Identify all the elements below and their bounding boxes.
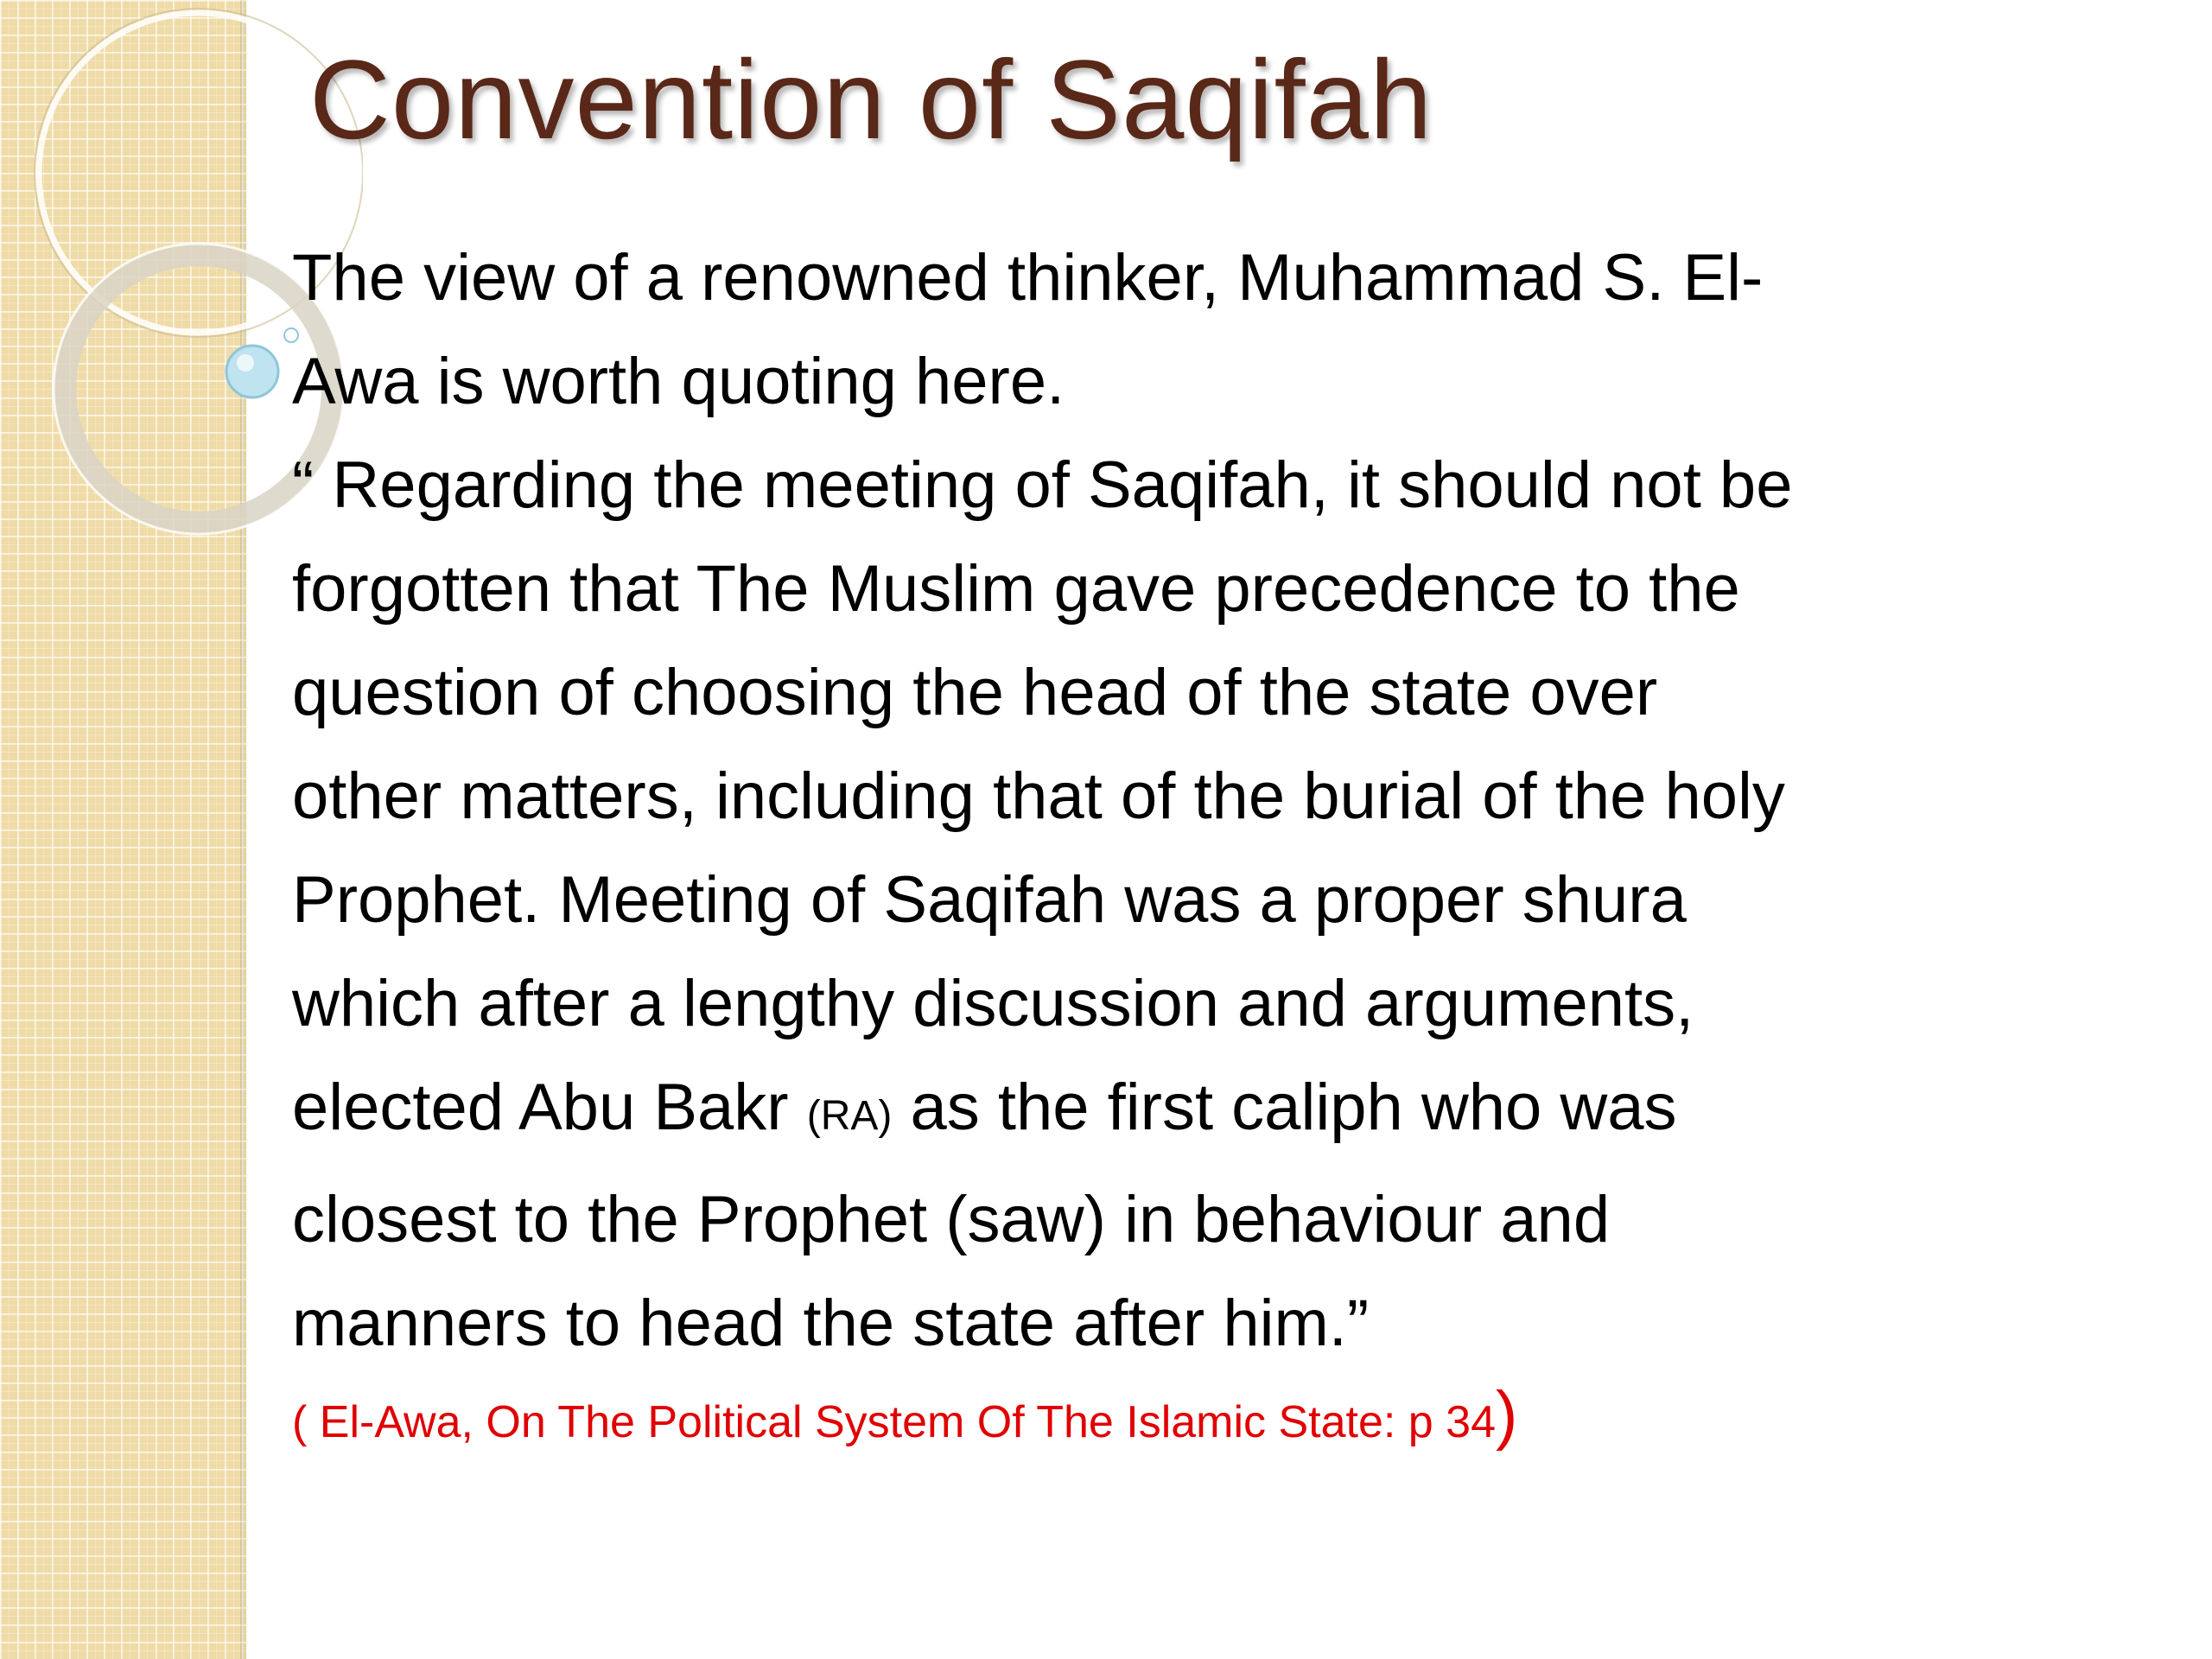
body-line: Awa is worth quoting here. [292,345,1065,418]
body-line: manners to head the state after him.” [292,1287,1370,1360]
body-line: question of choosing the head of the state over [292,656,1658,729]
body-line: closest to the Prophet (saw) in behaviour and [292,1183,1611,1256]
body-line: The view of a renowned thinker, Muhammad S. El- [292,241,1764,315]
body-line: forgotten that The Muslim gave precedence to the [292,552,1740,626]
citation [292,1378,1518,1457]
body-line: “ Regarding the meeting of Saqifah, it should not be [292,448,1793,522]
quote-body [292,226,2176,1376]
caliph-text: as the first caliph who was [892,1071,1677,1144]
elected-text: elected Abu Bakr [292,1071,807,1144]
ra-honorific: (RA) [806,1093,893,1139]
body-line: Prophet. Meeting of Saqifah was a proper shura [292,863,1687,937]
body-line: which after a lengthy discussion and arguments, [292,967,1694,1040]
body-line: other matters, including that of the burial of the holy [292,760,1785,833]
body-line-elected [292,1056,2176,1168]
citation-close-paren: ) [1496,1378,1518,1452]
slide-title: Convention of Saqifah [309,36,1433,162]
citation-text: ( El-Awa, On The Political System Of The Islamic State: p 34 [292,1397,1497,1447]
